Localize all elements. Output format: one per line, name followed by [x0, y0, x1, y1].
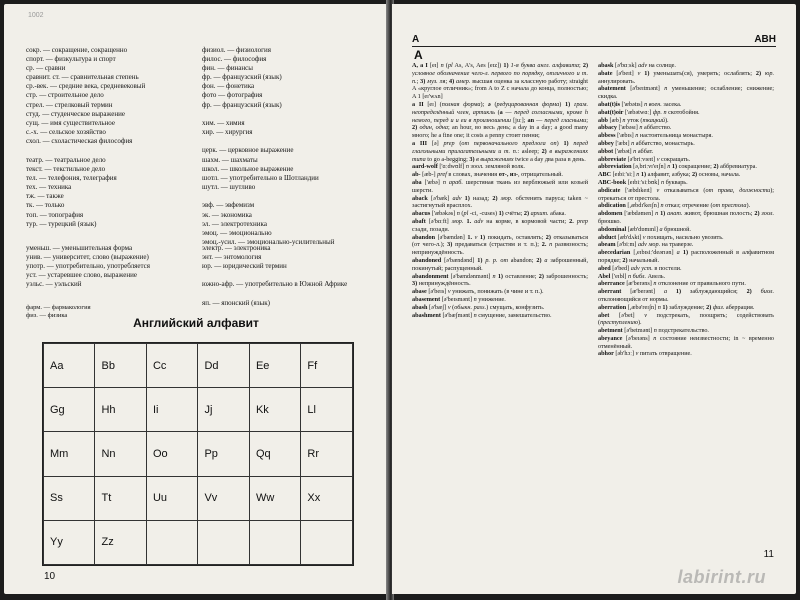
abbreviation-entry: шотл. — употребительно в Шотландии — [202, 174, 319, 183]
dictionary-column-1 — [412, 62, 588, 562]
abbreviation-entry: фин. — финансы — [202, 64, 253, 73]
dictionary-entry: abatement [ə'beɪtmənt] n уменьшение; ослабление; снижение; скидка. — [598, 85, 774, 101]
alphabet-cell: Nn — [95, 432, 146, 476]
abbreviation-entry — [202, 110, 367, 119]
abbreviation-entry: уст. — устаревшее слово, выражение — [26, 271, 137, 280]
abbreviation-entry: сокр. — сокращение, сокращенно — [26, 46, 128, 54]
dictionary-entry: abdomen ['æbdəmen] n 1) анат. живот, брюшная полость; 2) зоол. брюшко. — [598, 210, 774, 225]
abbreviation-entry — [202, 137, 367, 146]
abbreviation-entry: схол. — схоластическая философия — [26, 136, 133, 145]
dictionary-entry: abeyance [ə'beɪəns] n состояние неизвестности; in ~ временно отменённый. — [598, 334, 774, 350]
abbreviation-entry: стрел. — стрелковый термин — [26, 100, 113, 109]
abbreviation-entry: студ. — студенческое выражение — [26, 109, 125, 118]
abbreviation-entry: церк. — церковное выражение — [202, 146, 294, 155]
alphabet-cell: Xx — [301, 476, 353, 520]
dictionary-entry: abet [ə'bet] v подстрекать, поощрять; содействовать (преступлению). — [598, 311, 774, 327]
alphabet-cell: Qq — [249, 432, 300, 476]
dictionary-entry: abhor [əb'hɔː] v питать отвращение. — [598, 350, 692, 358]
dictionary-entry: abb [æb] n уток (ткацкий). — [598, 116, 669, 124]
dictionary-entry: abetment [ə'betmənt] n подстрекательство. — [598, 327, 709, 335]
alphabet-cell: Aa — [44, 344, 95, 388]
alphabet-cell: Kk — [249, 388, 300, 432]
alphabet-cell: Gg — [44, 388, 95, 432]
dictionary-entry: ABC-book [eɪbiː'siːbʊk] n букварь. — [598, 178, 688, 186]
abbreviation-entry: унив. — университет, слово (выражение) — [26, 253, 149, 262]
dictionary-entry: abecedarian [,eɪbɪsiː'deərɪən] a 1) расположенный в алфавитном порядке; 2) начальный. — [598, 249, 774, 264]
alphabet-cell: Ww — [249, 476, 300, 520]
abbreviation-entry: фото — фотография — [202, 91, 263, 100]
right-page — [392, 4, 796, 594]
dictionary-entry: abashment [ə'bæʃmənt] n смущение, замешательство. — [412, 311, 552, 319]
abbreviation-entry: фон. — фонетика — [202, 82, 255, 91]
abbreviation-entry: шутл. — шутливо — [202, 183, 256, 192]
alphabet-title: Английский алфавит — [133, 316, 259, 330]
dictionary-entry: abandonment [ə'bændənmənt] n 1) оставление; 2) заброшенность; 3) непринуждённость. — [412, 272, 588, 288]
abbreviation-entry: сравнит. ст. — сравнительная степень — [26, 73, 139, 82]
alphabet-cell: Yy — [44, 520, 95, 564]
alphabet-cell: Ff — [301, 344, 353, 388]
abbreviation-entry: тур. — турецкий (язык) — [26, 219, 97, 228]
alphabet-cell: Bb — [95, 344, 146, 388]
abbreviation-entry: энт. — энтомология — [202, 253, 262, 262]
abbreviation-entry: школ. — школьное выражение — [202, 165, 294, 174]
alphabet-row — [44, 476, 353, 520]
page-number-right: 11 — [763, 549, 774, 560]
abbreviation-entry: сущ. — имя существительное — [26, 118, 115, 127]
abbreviation-entry: яп. — японский (язык) — [202, 298, 270, 307]
abbreviation-entry: юр. — юридический термин — [202, 262, 287, 271]
abbreviation-entry — [202, 192, 367, 201]
header-left-letter: A — [412, 34, 420, 45]
abbreviation-entry: фр. — французский (язык) — [202, 100, 282, 109]
alphabet-cell: Rr — [301, 432, 353, 476]
alphabet-cell — [301, 520, 353, 564]
alphabet-cell — [146, 520, 197, 564]
abbreviation-entry: уэльс. — уэльский — [26, 280, 82, 289]
abbr-col-right — [202, 156, 367, 247]
dictionary-entry: abash [ə'bæʃ] v (обыкн. pass.) смущать, конфузить. — [412, 303, 545, 311]
alphabet-cell: Jj — [198, 388, 249, 432]
abbreviation-entry: спорт. — физкультура и спорт — [26, 55, 116, 64]
abbr-col-left — [26, 244, 191, 289]
dictionary-entry: abbacy ['æbəsɪ] n аббатство. — [598, 124, 672, 132]
abbreviations-block-2 — [26, 156, 366, 246]
pencil-note: 1002 — [28, 12, 44, 19]
abbreviations-block-1 — [26, 46, 366, 156]
abbreviation-entry: стр. — строительное дело — [26, 91, 104, 100]
alphabet-cell: Mm — [44, 432, 95, 476]
abbreviation-entry: эвф. — эвфемизм — [202, 201, 255, 210]
dictionary-entry: a II [eɪ] (полная форма); ə (редуцированная форма) 1) грам. неопределённый член, артикль (a — перед согласными, кроме h немого, перед u и eu в произношении [juː]; an — перед гласными; 2) один, одна; an hour, во весь день; a day in a day; a good many много; he a fine one; it costs a penny стоит пенни; — [412, 100, 588, 140]
abbreviation-entry: тж. — также — [26, 192, 64, 201]
abbreviation-entry: хир. — хирургия — [202, 127, 253, 136]
dictionary-entry: abeam [ə'biːm] adv мор. на траверзе. — [598, 241, 694, 249]
dictionary-entry: abacus ['æbəkəs] n (pl -ci, -cuses) 1) счёты; 2) архит. абака. — [412, 210, 566, 218]
dictionary-entry: aberrant [æ'berənt] a 1) заблуждающийся; 2) биол. отклоняющийся от нормы. — [598, 288, 774, 303]
abbr-col-left — [26, 46, 191, 146]
abbr-col-left — [26, 156, 191, 229]
dictionary-entry: abat(t)oir ['æbətwɑː] фр. n скотобойня. — [598, 108, 700, 116]
alphabet-cell: Uu — [146, 476, 197, 520]
dictionary-entry: a III [ə] prep (от первоначального предлога on) 1) перед глагольными прилагательными и т. п.: asleep; 2) в выражениях типа to go a-begging; 3) в выражениях twice a day два раза в день. — [412, 139, 588, 163]
dictionary-entry: aback [ə'bæk] adv 1) назад; 2) мор. обстенить паруса; taken ~ застигнутый врасплох. — [412, 194, 588, 210]
alphabet-row — [44, 344, 353, 388]
abbreviation-entry: южно-афр. — употребительно в Южной Африке — [202, 280, 348, 289]
alphabet-cell: Ss — [44, 476, 95, 520]
alphabet-row — [44, 388, 353, 432]
alphabet-cell: Ii — [146, 388, 197, 432]
dictionary-entry: abbot ['æbət] n аббат. — [598, 147, 654, 155]
abbr-col-right — [202, 244, 367, 308]
watermark-logo: labirint.ru — [677, 567, 766, 587]
dictionary-entry: aard-wolf ['ɑːdwʊlf] n зоол. земляной волк. — [412, 163, 525, 171]
alphabet-cell: Oo — [146, 432, 197, 476]
abbreviation-entry: употр. — употребительно, употребляется — [26, 262, 150, 271]
left-page — [4, 4, 388, 594]
dictionary-entry: abbreviation [ə,briːvɪ'eɪʃn] n 1) сокращение; 2) аббревиатура. — [598, 163, 757, 171]
abbreviation-entry: тк. — только — [26, 201, 65, 210]
dictionary-entry: A, a I [eɪ] n (pl As, A's, Aes [eɪz]) 1) 1-я буква англ. алфавита; 2) условное обозначение чего-л. первого по порядку, отличного и т. п.; 3) муз. ля; 4) амер. высшая оценка за классную работу; straight A «круглое отличник»; from A to Z с начала до конца, полностью; A 1 [eɪ'wʌn] — [412, 62, 588, 101]
abbreviation-entry: эмоц.-усил. — эмоционально-усилительный — [202, 237, 335, 246]
alphabet-cell: Zz — [95, 520, 146, 564]
alphabet-cell — [249, 520, 300, 564]
abbreviation-entry: филос. — философия — [202, 55, 267, 64]
dictionary-entry: abbey ['æbɪ] n аббатство, монастырь. — [598, 139, 695, 147]
dictionary-entry: abduct [æb'dʌkt] v похищать, насильно увозить. — [598, 233, 724, 241]
abbreviation-entry: топ. — топография — [26, 210, 84, 219]
dictionary-column-2 — [598, 62, 774, 562]
abbreviation-entry: тел. — телефония, телеграфия — [26, 174, 117, 183]
dictionary-entry: abbess ['æbɪs] n настоятельница монастыря. — [598, 132, 713, 140]
abbreviation-entry — [202, 271, 367, 280]
abbreviation-entry: фр. — французский (язык) — [202, 73, 282, 82]
dictionary-entry: abate [ə'beɪt] v 1) уменьшать(ся), умерять; ослаблять; 2) юр. аннулировать. — [598, 69, 774, 85]
alphabet-cell: Ee — [249, 344, 300, 388]
dictionary-entry: abbreviate [ə'briːvɪeɪt] v сокращать. — [598, 155, 691, 163]
dictionary-entry: aberrance [æ'berəns] n отклонение от правильного пути. — [598, 280, 746, 288]
dictionary-entry: abandon [ə'bændən] 1. v 1) покидать, оставлять; 2) отказываться (от чего-л.); 3) предаваться (страстям и т. п.); 2. n развязность; непринуждённость. — [412, 233, 588, 257]
abbreviation-entry: фарм. — фармакология — [26, 304, 91, 311]
dictionary-entry: aba ['æbə] n араб. шерстяная ткань из верблюжьей или козьей шерсти. — [412, 178, 588, 194]
abbreviation-entry: эмоц. — эмоционально — [202, 228, 272, 237]
abbreviation-entry: электр. — электроника — [202, 244, 271, 252]
header-right-guide: ABH — [754, 34, 776, 45]
abbreviation-entry: шахм. — шахматы — [202, 156, 258, 164]
abbreviation-entry: с.-х. — сельское хозяйство — [26, 127, 106, 136]
dictionary-entry: abase [ə'beɪs] v унижать, понижать (в чине и т. п.). — [412, 288, 544, 296]
abbreviation-entry: эл. — электротехника — [202, 219, 267, 228]
abbreviations-block-3 — [26, 244, 366, 308]
alphabet-cell: Vv — [198, 476, 249, 520]
dictionary-entry: Abel ['eɪbl] n библ. Авель. — [598, 272, 666, 280]
abbreviation-entry: физ. — физика — [26, 312, 68, 319]
dictionary-entry: abandoned [ə'bændənd] 1) p. p. от abandon; 2) a заброшенный, покинутый; распущенный. — [412, 256, 588, 272]
dictionary-entry: abat(t)is ['æbətɪs] n воен. засека. — [598, 100, 682, 108]
alphabet-cell: Hh — [95, 388, 146, 432]
abbreviation-entry: уменьш. — уменьшительная форма — [26, 244, 133, 252]
abbreviation-entry: текст. — текстильное дело — [26, 165, 106, 174]
abbreviation-entry: тех. — техника — [26, 183, 72, 192]
section-letter: A — [414, 48, 423, 62]
running-header — [412, 34, 776, 47]
dictionary-entry: abdominal [æb'dɒmɪnl] a брюшной. — [598, 225, 691, 233]
abbreviation-entry: ср. — сравни — [26, 64, 66, 73]
dictionary-entry: ab- [æb-] pref в словах, значения от-, из-, отрицательный. — [412, 171, 563, 179]
page-number-left: 10 — [44, 571, 56, 582]
alphabet-row — [44, 520, 353, 564]
alphabet-cell: Cc — [146, 344, 197, 388]
alphabet-grid — [42, 342, 354, 566]
dictionary-entry: abdicate ['æbdɪkeɪt] v отказываться (от права, должности); отрекаться от престола. — [598, 186, 774, 202]
dictionary-entry: abed [ə'bed] adv уст. в постели. — [598, 264, 682, 272]
alphabet-row — [44, 432, 353, 476]
alphabet-cell: Pp — [198, 432, 249, 476]
alphabet-cell: Ll — [301, 388, 353, 432]
dictionary-entry: aberration [,æbə'reɪʃn] n 1) заблуждение; 2) физ. аберрация. — [598, 303, 755, 311]
abbreviation-entry: ср.-век. — средние века, средневековый — [26, 82, 146, 91]
dictionary-entry: abask [ə'bɑːsk] adv на солнце. — [598, 62, 676, 69]
dictionary-entry: abaft [ə'bɑːft] мор. 1. adv на корме, в кормовой части; 2. prep сзади, позади. — [412, 217, 588, 233]
abbreviation-entry: физиол. — физиология — [202, 46, 271, 54]
alphabet-cell: Tt — [95, 476, 146, 520]
dictionary-entry: abdication [,æbdɪ'keɪʃn] n отказ; отречение (от престола). — [598, 202, 751, 210]
alphabet-cell: Dd — [198, 344, 249, 388]
abbreviation-entry: театр. — театральное дело — [26, 156, 106, 164]
abbreviation-entry: эк. — экономика — [202, 210, 252, 219]
abbreviation-entry: хим. — химия — [202, 118, 245, 127]
dictionary-entry: abasement [ə'beɪsmənt] n унижение. — [412, 295, 506, 303]
abbr-col-right — [202, 46, 367, 155]
dictionary-entry: ABC [eɪbiː'siː] n 1) алфавит, азбука; 2) основы, начала. — [598, 171, 741, 179]
abbreviation-entry — [202, 289, 367, 298]
alphabet-cell — [198, 520, 249, 564]
